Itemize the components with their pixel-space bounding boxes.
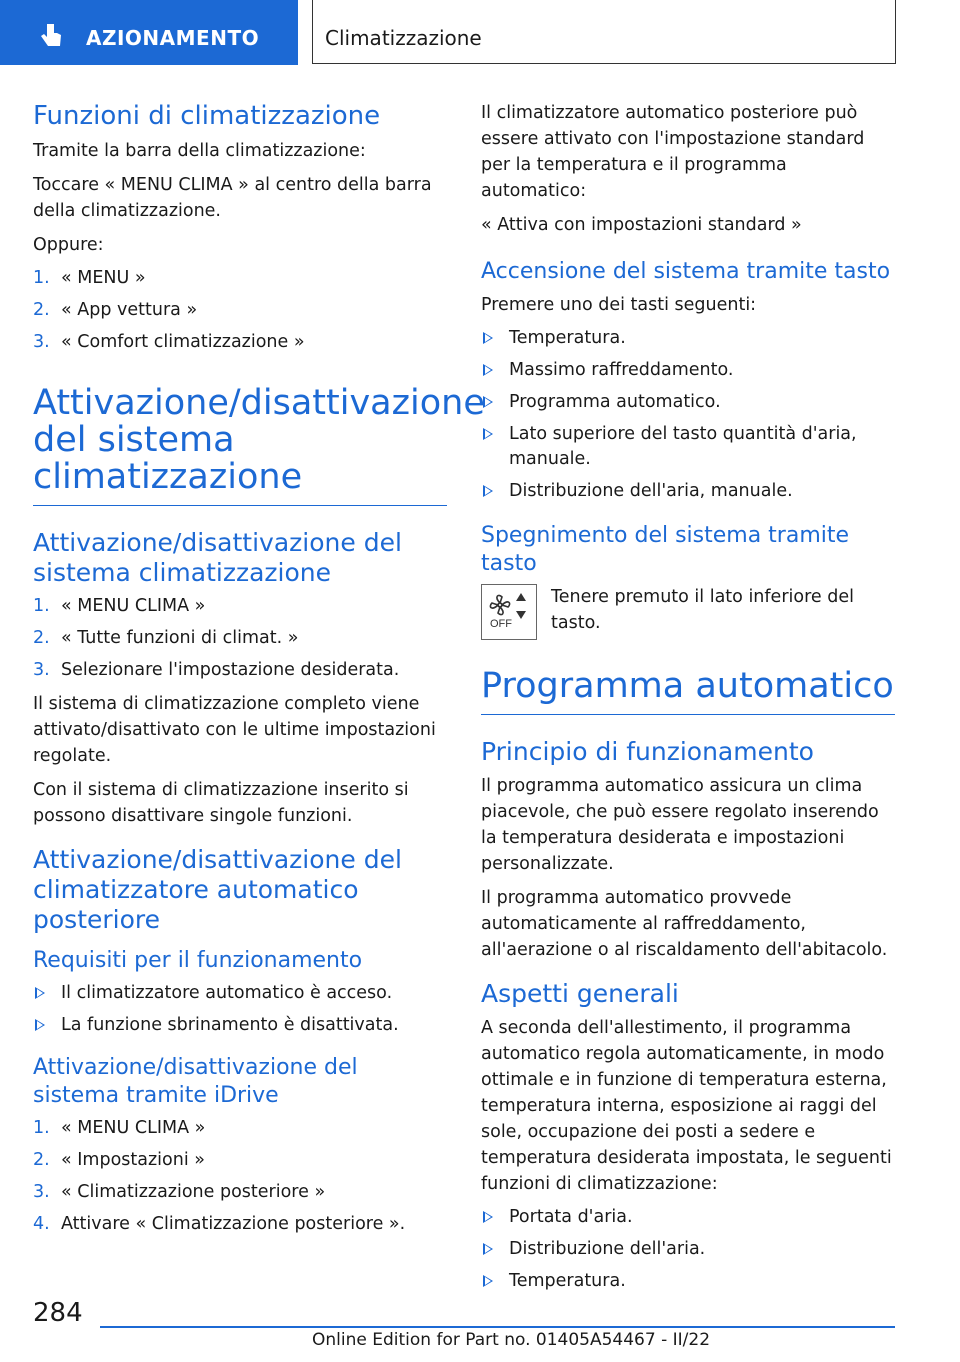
paragraph: Oppure:: [33, 235, 104, 255]
list-item: 1. « MENU CLIMA »: [33, 1118, 206, 1138]
paragraph: Il programma automatico provvede automaticamente al raffreddamento, all'aerazione o al riscaldamento dell'abitacolo.: [481, 888, 888, 960]
triangle-bullet-icon: [483, 1211, 493, 1223]
paragraph: A seconda dell'allestimento, il programma automatico regola automaticamente, in modo ottimale e in funzione di temperatura esterna, temperatura interna, esposizione ai raggi del sole, occupazione dei posti a sedere e temperatura desiderata impostata, le seguenti funzioni di climatizzazione:: [481, 1018, 892, 1194]
heading-attivazione: Attivazione/disattivazione del sistema climatizzazione: [33, 385, 447, 506]
heading-posteriore: Attivazione/disattivazione del climatizzatore automatico posteriore: [33, 845, 402, 934]
footer-divider: [100, 1326, 895, 1328]
list-item: 1. « MENU »: [33, 268, 146, 288]
svg-text:OFF: OFF: [490, 618, 512, 630]
heading-spegnimento: Spegnimento del sistema tramite tasto: [481, 523, 850, 576]
list-item: 2. « App vettura »: [33, 300, 198, 320]
heading-attivazione-sub: Attivazione/disattivazione del sistema climatizzazione: [33, 528, 402, 587]
paragraph: Tenere premuto il lato inferiore del tasto.: [551, 587, 854, 633]
paragraph: Il climatizzatore automatico posteriore può essere attivato con l'impostazione standard per la temperatura e il programma automatico:: [481, 103, 865, 201]
list-item: 1. « MENU CLIMA »: [33, 596, 206, 616]
triangle-bullet-icon: [483, 1275, 493, 1287]
list-item: Temperatura.: [481, 1269, 895, 1294]
paragraph: Premere uno dei tasti seguenti:: [481, 295, 757, 315]
heading-aspetti: Aspetti generali: [481, 979, 679, 1008]
fan-off-button-icon: [481, 584, 537, 640]
button-illustration-row: [481, 584, 895, 640]
paragraph: Tramite la barra della climatizzazione:: [33, 141, 366, 161]
triangle-bullet-icon: [483, 396, 493, 408]
triangle-bullet-icon: [35, 1019, 45, 1031]
heading-idrive: Attivazione/disattivazione del sistema tramite iDrive: [33, 1055, 358, 1108]
triangle-bullet-icon: [483, 1243, 493, 1255]
chapter-title: Climatizzazione: [325, 26, 482, 50]
page-number: 284: [33, 1298, 83, 1328]
hand-pointer-icon: [36, 20, 66, 50]
footer-edition: Online Edition for Part no. 01405A54467 - II/22: [312, 1330, 711, 1350]
list-item: Programma automatico.: [481, 390, 895, 415]
heading-programma: Programma automatico: [481, 668, 895, 715]
fan-icon: [482, 585, 536, 639]
list-item: Il climatizzatore automatico è acceso.: [33, 981, 447, 1006]
list-item: Distribuzione dell'aria, manuale.: [481, 479, 895, 504]
numbered-list: [33, 594, 447, 683]
section-tab: [0, 0, 298, 65]
triangle-bullet-icon: [35, 987, 45, 999]
bullet-list: [481, 326, 895, 504]
right-column: [481, 100, 895, 1302]
list-item: 3. « Climatizzazione posteriore »: [33, 1182, 326, 1202]
list-item: 3. Selezionare l'impostazione desiderata.: [33, 660, 400, 680]
triangle-bullet-icon: [483, 485, 493, 497]
paragraph: Il sistema di climatizzazione completo viene attivato/disattivato con le ultime impostazioni regolate.: [33, 694, 436, 766]
list-item: Portata d'aria.: [481, 1205, 895, 1230]
numbered-list: [33, 1116, 447, 1237]
list-item: 2. « Tutte funzioni di climat. »: [33, 628, 299, 648]
bullet-list: [33, 981, 447, 1038]
list-item: 2. « Impostazioni »: [33, 1150, 205, 1170]
paragraph: « Attiva con impostazioni standard »: [481, 215, 802, 235]
list-item: Distribuzione dell'aria.: [481, 1237, 895, 1262]
paragraph: Il programma automatico assicura un clima piacevole, che può essere regolato inserendo la temperatura desiderata e impostazioni personalizzate.: [481, 776, 879, 874]
chapter-header: [312, 0, 896, 64]
list-item: Temperatura.: [481, 326, 895, 351]
list-item: 3. « Comfort climatizzazione »: [33, 332, 305, 352]
heading-accensione: Accensione del sistema tramite tasto: [481, 259, 891, 284]
paragraph: Toccare « MENU CLIMA » al centro della barra della climatizzazione.: [33, 175, 432, 221]
paragraph: Con il sistema di climatizzazione inserito si possono disattivare singole funzioni.: [33, 780, 409, 826]
numbered-list: [33, 266, 447, 355]
left-column: [33, 100, 485, 1245]
list-item: Lato superiore del tasto quantità d'aria, manuale.: [481, 422, 895, 472]
list-item: Massimo raffreddamento.: [481, 358, 895, 383]
list-item: 4. Attivare « Climatizzazione posteriore ».: [33, 1214, 406, 1234]
triangle-bullet-icon: [483, 364, 493, 376]
heading-principio: Principio di funzionamento: [481, 737, 814, 766]
heading-funzioni: Funzioni di climatizzazione: [33, 101, 381, 131]
section-label: AZIONAMENTO: [86, 26, 260, 50]
list-item: La funzione sbrinamento è disattivata.: [33, 1013, 447, 1038]
triangle-bullet-icon: [483, 428, 493, 440]
triangle-bullet-icon: [483, 332, 493, 344]
bullet-list: [481, 1205, 895, 1294]
heading-requisiti: Requisiti per il funzionamento: [33, 948, 363, 973]
